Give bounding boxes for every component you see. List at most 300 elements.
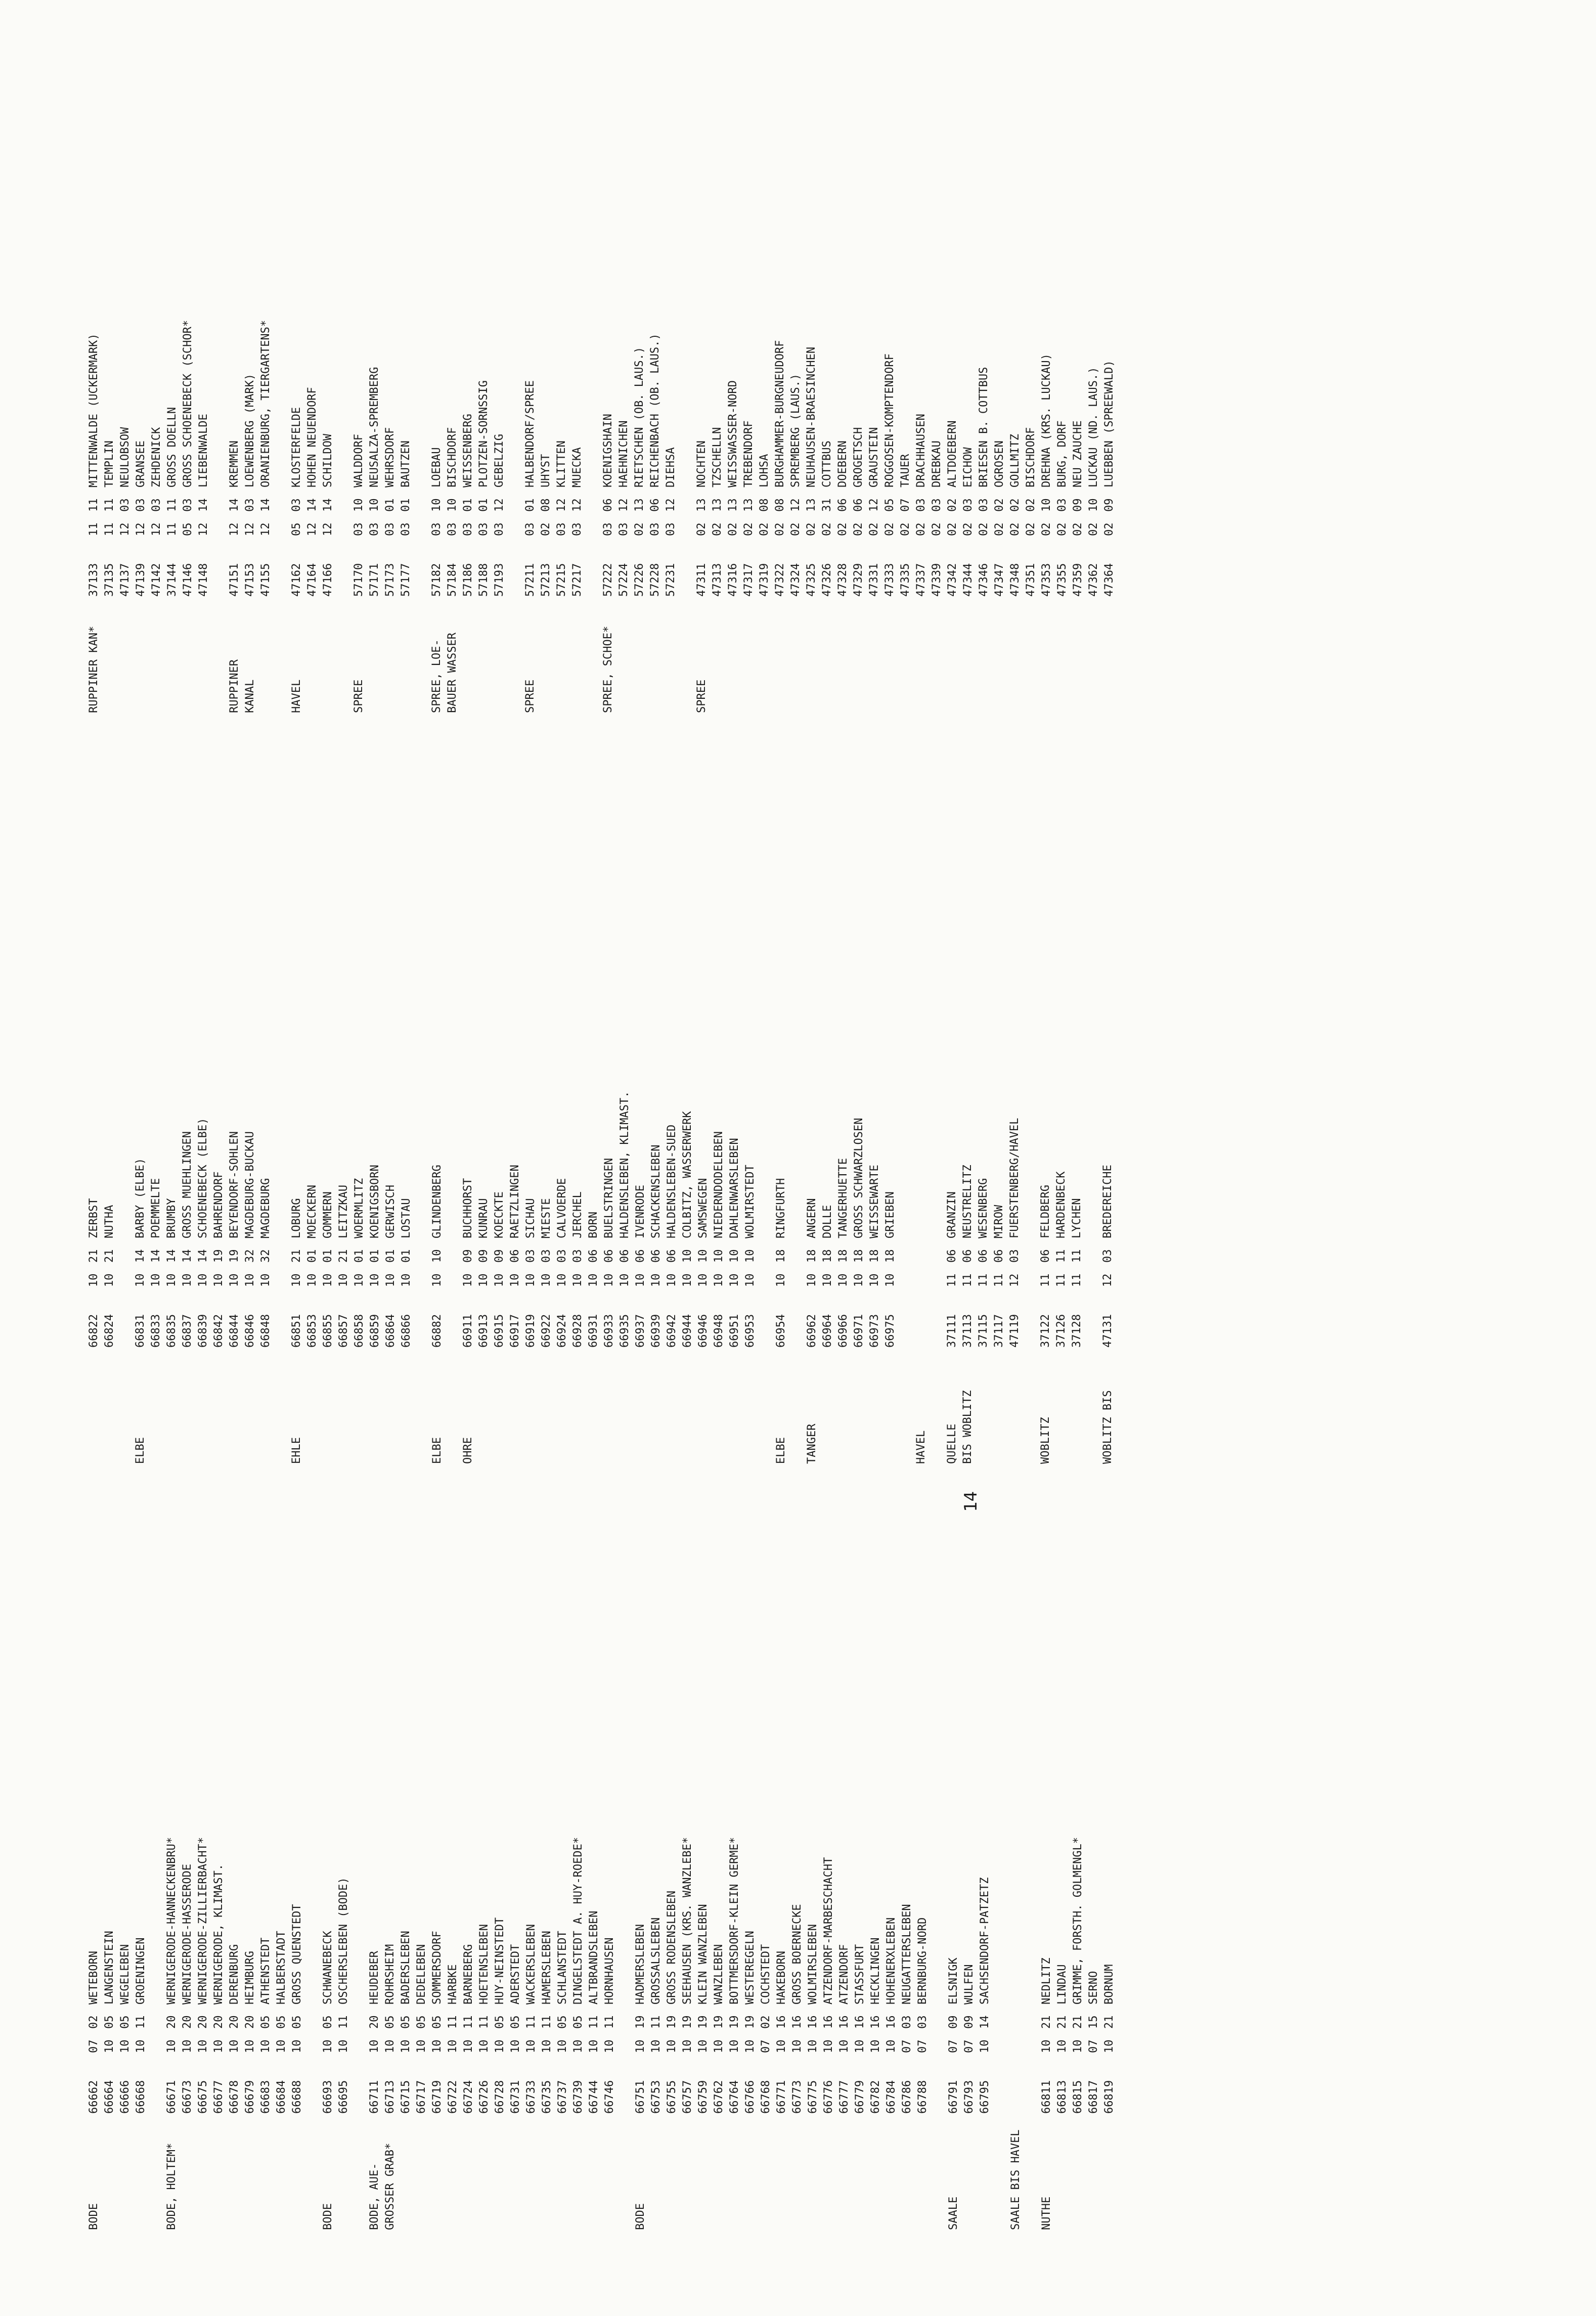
station-region: 03 (649, 522, 661, 536)
station-region: 10 (618, 1273, 631, 1287)
station-row (367, 1091, 383, 1348)
station-name: RINGFURTH (775, 1178, 787, 1238)
station-district: 20 (197, 2015, 209, 2029)
river-group (946, 1837, 993, 2230)
station-name: GROENINGEN (135, 1937, 147, 2005)
station-row (883, 1837, 899, 2114)
station-district: 32 (259, 1249, 272, 1263)
station-code: 66664 (103, 2080, 116, 2114)
station-row (725, 320, 741, 597)
station-district: 18 (775, 1249, 787, 1263)
station-name: WANZLEBEN (713, 1944, 725, 2005)
station-code: 66837 (181, 1314, 194, 1348)
station-region: 03 (664, 522, 677, 536)
station-region: 10 (509, 2039, 522, 2053)
station-row (460, 320, 476, 597)
station-region: 10 (588, 2039, 600, 2053)
station-district: 09 (1072, 498, 1084, 512)
station-name: OGROSEN (993, 440, 1006, 487)
station-name: WESENBERG (977, 1178, 990, 1238)
station-district: 06 (650, 1249, 662, 1263)
station-name: UHYST (540, 454, 552, 487)
station-code: 47339 (930, 563, 943, 597)
column-1 (86, 1091, 1131, 1464)
river-name: SAALE (947, 2196, 960, 2230)
station-code: 66668 (135, 2080, 147, 2114)
station-name: WEISSWASSER-NORD (727, 380, 739, 487)
station-region: 10 (322, 2039, 334, 2053)
station-name: TAUER (899, 454, 912, 487)
station-region: 10 (400, 1273, 413, 1287)
station-name: GRANZIN (946, 1191, 958, 1238)
station-name: ALTDOEBERN (946, 420, 959, 487)
station-district: 07 (899, 498, 912, 512)
station-row (164, 1837, 180, 2114)
station-region: 10 (165, 2039, 178, 2053)
river-name: BODE (322, 2203, 334, 2230)
station-row (569, 320, 585, 597)
station-row (647, 320, 663, 597)
station-row (429, 1091, 445, 1348)
station-region: 12 (197, 522, 210, 536)
station-row (304, 320, 320, 597)
station-region: 10 (431, 2039, 444, 2053)
station-code: 66762 (713, 2080, 725, 2114)
station-row (117, 1837, 133, 2114)
station-row (555, 1837, 570, 2114)
station-row (429, 1837, 445, 2114)
station-code: 66839 (197, 1314, 209, 1348)
river-group (460, 1091, 758, 1464)
station-name: WEHRSDORF (384, 427, 396, 487)
station-name: WALDDORF (352, 434, 365, 487)
station-district: 21 (1040, 2015, 1053, 2029)
station-code: 47151 (228, 563, 241, 597)
station-district: 18 (884, 1249, 897, 1263)
station-row (727, 1837, 742, 2114)
station-region: 10 (572, 2039, 585, 2053)
station-district: 03 (119, 498, 131, 512)
station-region: 10 (134, 1273, 147, 1287)
station-district: 19 (666, 2015, 678, 2029)
station-name: HOHEN NEUENDORF (306, 387, 319, 487)
station-district: 05 (259, 2015, 272, 2029)
station-code: 66671 (165, 2080, 178, 2114)
station-name: LINDAU (1056, 1964, 1069, 2005)
station-row (960, 1091, 976, 1348)
station-row (836, 1837, 852, 2114)
station-district: 05 (556, 2015, 569, 2029)
station-name: HOETENSLEBEN (478, 1924, 491, 2005)
station-code: 47359 (1072, 563, 1084, 597)
station-district: 09 (1103, 498, 1116, 512)
station-code: 66757 (681, 2080, 694, 2114)
station-name: BURGHAMMER-BURGNEUDORF (774, 340, 786, 487)
station-district: 10 (430, 498, 443, 512)
station-row (570, 1091, 586, 1348)
station-code: 57188 (477, 563, 490, 597)
station-code: 66786 (901, 2080, 913, 2114)
station-name: BADERSLEBEN (400, 1931, 412, 2005)
station-region: 10 (384, 1273, 397, 1287)
river-name: RUPPINER KANAL (228, 659, 256, 713)
station-district: 01 (322, 1249, 334, 1263)
station-code: 66693 (322, 2080, 334, 2114)
station-row (742, 1837, 758, 2114)
station-name: NOCHTEN (695, 440, 708, 487)
station-row (977, 1837, 993, 2114)
station-district: 05 (103, 2015, 116, 2029)
river-name: SPREE (695, 679, 708, 713)
station-region: 10 (119, 2039, 131, 2053)
station-district: 09 (462, 1249, 474, 1263)
station-region: 10 (275, 2039, 288, 2053)
station-name: DIEHSA (664, 447, 677, 487)
station-code: 66678 (228, 2080, 241, 2114)
station-code: 47162 (290, 563, 303, 597)
station-row (211, 1837, 227, 2114)
station-code: 66855 (322, 1314, 334, 1348)
station-code: 66677 (212, 2080, 225, 2114)
station-district: 11 (588, 2015, 600, 2029)
station-row (694, 320, 710, 597)
station-name: GROSSALSLEBEN (650, 1917, 662, 2005)
station-name: STASSFURT (854, 1944, 866, 2005)
station-district: 14 (306, 498, 319, 512)
station-row (946, 1837, 961, 2114)
station-name: SICHAU (524, 1198, 537, 1238)
station-district: 13 (805, 498, 818, 512)
station-name: NIEDERNDODELEBEN (713, 1131, 725, 1238)
station-row (695, 1837, 711, 2114)
station-row (460, 1091, 476, 1348)
station-district: 05 (119, 2015, 131, 2029)
station-row (633, 1837, 648, 2114)
station-code: 66813 (1056, 2080, 1069, 2114)
station-region: 10 (822, 2039, 835, 2053)
station-row (774, 1837, 789, 2114)
station-district: 21 (1072, 2015, 1084, 2029)
station-region: 10 (979, 2039, 991, 2053)
station-code: 47353 (1040, 563, 1053, 597)
column-0 (86, 1837, 1132, 2230)
station-row (819, 320, 835, 597)
station-district: 03 (1056, 498, 1069, 512)
station-district: 06 (961, 1249, 974, 1263)
station-code: 66915 (493, 1314, 506, 1348)
station-code: 66866 (400, 1314, 413, 1348)
station-row (602, 1837, 617, 2114)
station-region: 10 (697, 1273, 710, 1287)
station-district: 03 (1101, 1249, 1114, 1263)
station-district: 31 (821, 498, 833, 512)
station-row (133, 320, 149, 597)
station-name: TEMPLIN (103, 440, 116, 487)
station-row (727, 1091, 742, 1348)
station-name: DERENBURG (228, 1944, 241, 2005)
station-code: 47317 (742, 563, 755, 597)
river-name: RUPPINER KAN* (87, 626, 100, 713)
station-region: 02 (758, 522, 771, 536)
station-row (663, 320, 679, 597)
station-district: 21 (1103, 2015, 1116, 2029)
station-name: ATZENDORF (838, 1944, 851, 2005)
station-code: 37115 (977, 1314, 990, 1348)
station-region: 10 (337, 2039, 350, 2053)
station-code: 66919 (524, 1314, 537, 1348)
station-code: 57182 (430, 563, 443, 597)
station-region: 10 (524, 1273, 537, 1287)
station-row (711, 1837, 727, 2114)
station-row (86, 1091, 102, 1348)
station-name: KLITTEN (555, 440, 568, 487)
station-row (351, 1091, 367, 1348)
station-code: 47142 (150, 563, 163, 597)
station-code: 66815 (1072, 2080, 1084, 2114)
river-name: QUELLE BIS WOBLITZ (946, 1390, 974, 1464)
station-code: 47364 (1103, 563, 1116, 597)
station-region: 10 (509, 1273, 521, 1287)
station-region: 07 (901, 2039, 913, 2053)
station-name: GROSS RODENSLEBEN (666, 1890, 678, 2005)
station-name: GOMMERN (322, 1191, 334, 1238)
station-name: WEGELEBEN (119, 1944, 131, 2005)
station-code: 66939 (650, 1314, 662, 1348)
station-region: 10 (462, 2039, 475, 2053)
station-code: 66731 (509, 2080, 522, 2114)
station-name: HALDENSLEBEN, KLIMAST. (618, 1091, 631, 1238)
station-district: 13 (742, 498, 755, 512)
station-district: 19 (228, 1249, 241, 1263)
station-name: SCHOENEBECK (ELBE) (197, 1118, 209, 1238)
station-region: 11 (977, 1273, 990, 1287)
station-code: 66759 (697, 2080, 710, 2114)
station-code: 66962 (806, 1314, 818, 1348)
station-region: 10 (228, 2039, 241, 2053)
station-region: 10 (541, 2039, 553, 2053)
station-row (117, 320, 133, 597)
station-name: BARNEBERG (462, 1944, 475, 2005)
station-district: 10 (446, 498, 459, 512)
station-region: 12 (259, 522, 272, 536)
station-row (102, 1091, 117, 1348)
station-row (741, 320, 757, 597)
station-row (632, 320, 647, 597)
station-code: 66673 (181, 2080, 194, 2114)
station-name: MITTENWALDE (UCKERMARK) (87, 333, 100, 487)
station-name: WERNIGERODE-HANNECKENBRU* (165, 1837, 178, 2005)
station-region: 11 (1039, 1273, 1052, 1287)
station-name: ADERSTEDT (509, 1944, 522, 2005)
station-district: 21 (103, 1249, 116, 1263)
station-code: 47119 (1008, 1314, 1021, 1348)
station-code: 47166 (322, 563, 334, 597)
station-district: 13 (711, 498, 724, 512)
station-code: 47131 (1101, 1314, 1114, 1348)
station-district: 12 (789, 498, 802, 512)
station-code: 66973 (868, 1314, 881, 1348)
river-group (320, 1837, 351, 2230)
station-region: 10 (165, 1273, 178, 1287)
station-name: MAGDEBURG-BUCKAU (244, 1131, 256, 1238)
station-code: 66853 (306, 1314, 319, 1348)
station-district: 11 (462, 2015, 475, 2029)
station-district: 03 (930, 498, 943, 512)
station-code: 57186 (462, 563, 474, 597)
station-region: 10 (431, 1273, 444, 1287)
station-region: 10 (353, 1273, 366, 1287)
station-name: GLINDENBERG (431, 1165, 444, 1238)
station-district: 02 (1009, 498, 1022, 512)
station-code: 66935 (618, 1314, 631, 1348)
station-code: 66782 (869, 2080, 882, 2114)
station-name: BISCHDORF (446, 427, 459, 487)
station-region: 10 (837, 1273, 850, 1287)
station-region: 02 (883, 522, 896, 536)
station-region: 11 (993, 1273, 1005, 1287)
station-district: 05 (494, 2015, 506, 2029)
river-name: HAVEL (915, 1430, 927, 1464)
station-region: 10 (571, 1273, 584, 1287)
station-region: 10 (244, 1273, 256, 1287)
station-district: 08 (540, 498, 552, 512)
station-district: 01 (524, 498, 537, 512)
station-district: 05 (275, 2015, 288, 2029)
station-name: GERWISCH (384, 1185, 397, 1238)
station-name: ALTBRANDSLEBEN (588, 1910, 600, 2005)
river-name: WOBLITZ (1039, 1417, 1052, 1464)
station-name: DINGELSTEDT A. HUY-ROEDE* (572, 1837, 585, 2005)
station-district: 12 (868, 498, 880, 512)
station-region: 02 (1009, 522, 1022, 536)
station-code: 66846 (244, 1314, 256, 1348)
station-district: 11 (166, 498, 179, 512)
station-region: 02 (711, 522, 724, 536)
station-name: SCHILDOW (322, 434, 334, 487)
station-region: 10 (603, 1273, 615, 1287)
station-name: GRANSEE (135, 440, 147, 487)
station-district: 16 (807, 2015, 819, 2029)
station-row (617, 1091, 633, 1348)
station-row (586, 1837, 602, 2114)
station-district: 21 (87, 1249, 100, 1263)
station-row (976, 320, 992, 597)
river-group (1039, 1837, 1117, 2230)
station-district: 05 (322, 2015, 334, 2029)
station-code: 47344 (962, 563, 974, 597)
station-district: 12 (571, 498, 584, 512)
station-row (351, 320, 367, 597)
station-region: 10 (525, 2039, 538, 2053)
station-row (711, 1091, 727, 1348)
station-name: BREDEREICHE (1101, 1165, 1114, 1238)
station-code: 37113 (961, 1314, 974, 1348)
station-row (868, 1837, 883, 2114)
station-row (258, 1837, 274, 2114)
station-row (1086, 1837, 1101, 2114)
station-region: 10 (853, 1273, 865, 1287)
station-code: 66937 (634, 1314, 647, 1348)
station-code: 66946 (697, 1314, 710, 1348)
station-name: KOECKTE (493, 1191, 506, 1238)
station-row (522, 320, 538, 597)
station-name: RIETSCHEN (OB. LAUS.) (633, 346, 646, 487)
station-code: 66744 (588, 2080, 600, 2114)
station-region: 03 (462, 522, 474, 536)
station-row (149, 320, 164, 597)
station-code: 47137 (119, 563, 131, 597)
station-region: 02 (852, 522, 865, 536)
station-code: 66684 (275, 2080, 288, 2114)
station-district: 06 (634, 1249, 647, 1263)
station-code: 66755 (666, 2080, 678, 2114)
station-code: 66948 (713, 1314, 725, 1348)
station-region: 10 (1040, 2039, 1053, 2053)
station-row (196, 320, 211, 597)
river-name: WOBLITZ BIS (1101, 1390, 1114, 1464)
station-name: MIESTE (540, 1198, 553, 1238)
station-row (1070, 320, 1086, 597)
station-district: 11 (603, 2015, 616, 2029)
station-name: DAHLENWARSLEBEN (728, 1138, 741, 1238)
river-group (633, 1837, 930, 2230)
station-code: 66688 (291, 2080, 303, 2114)
station-code: 66928 (571, 1314, 584, 1348)
station-region: 07 (87, 2039, 100, 2053)
station-district: 06 (666, 1249, 678, 1263)
station-district: 14 (150, 1249, 162, 1263)
station-code: 66966 (837, 1314, 850, 1348)
station-region: 10 (603, 2039, 616, 2053)
station-row (898, 320, 913, 597)
station-region: 10 (181, 1273, 194, 1287)
station-code: 37126 (1055, 1314, 1068, 1348)
station-code: 57177 (400, 563, 412, 597)
station-region: 10 (666, 2039, 678, 2053)
station-name: MAGDEBURG (259, 1178, 272, 1238)
river-group (86, 1837, 149, 2230)
station-region: 11 (1055, 1273, 1068, 1287)
station-name: SOMMERSDORF (431, 1931, 444, 2005)
station-region: 10 (259, 1273, 272, 1287)
station-row (492, 1091, 507, 1348)
station-region: 10 (838, 2039, 851, 2053)
river-name: BODE, HOLTEM* (165, 2143, 178, 2230)
river-name: HAVEL (290, 679, 303, 713)
station-row (944, 1091, 960, 1348)
station-region: 10 (650, 1273, 662, 1287)
station-name: ROGGOSEN-KOMPTENDORF (883, 353, 896, 487)
river-group (289, 1091, 414, 1464)
station-region: 03 (477, 522, 490, 536)
river-group (804, 1091, 898, 1464)
station-name: NEDLITZ (1040, 1957, 1053, 2005)
station-name: KLEIN WANZLEBEN (697, 1904, 710, 2005)
station-district: 18 (837, 1249, 850, 1263)
station-region: 03 (617, 522, 630, 536)
station-district: 01 (400, 1249, 413, 1263)
station-code: 66715 (400, 2080, 412, 2114)
station-district: 09 (493, 1249, 506, 1263)
station-row (1023, 320, 1039, 597)
station-name: FUERSTENBERG/HAVEL (1008, 1118, 1021, 1238)
station-district: 01 (462, 498, 474, 512)
station-code: 37117 (993, 1314, 1005, 1348)
station-name: SCHACKENSLEBEN (650, 1144, 662, 1238)
station-district: 12 (493, 498, 506, 512)
station-row (1101, 1837, 1117, 2114)
station-region: 02 (946, 522, 959, 536)
